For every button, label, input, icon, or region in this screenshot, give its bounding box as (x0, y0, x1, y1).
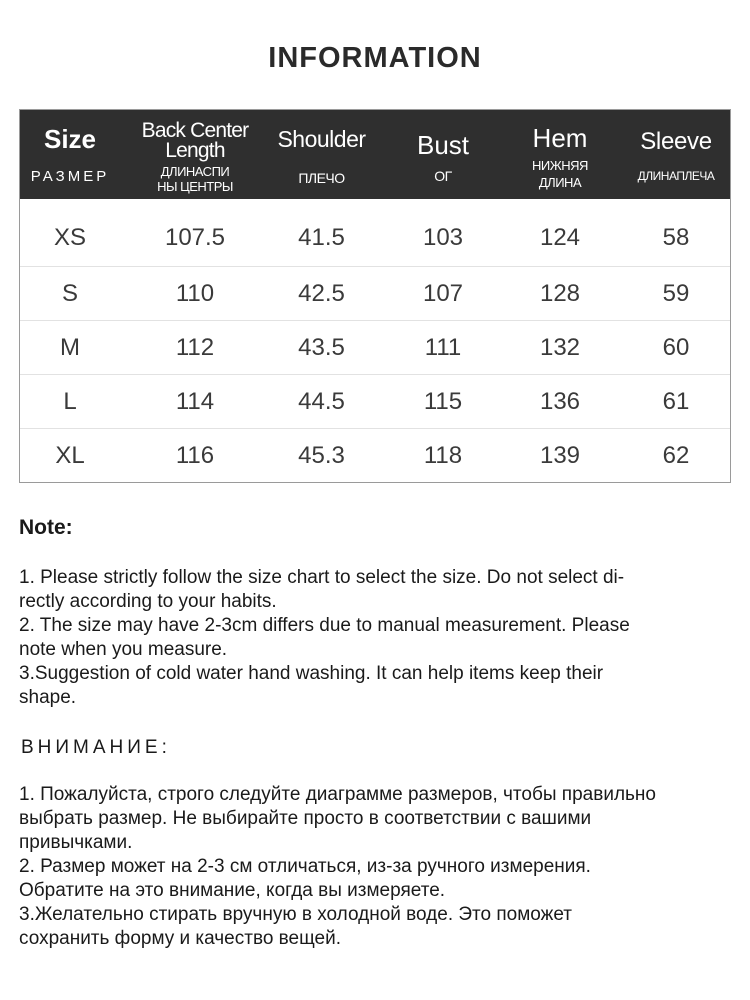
note-ru-line: сохранить форму и качество вещей. (19, 928, 341, 949)
header-hem-ru-line2: ДЛИНА (538, 175, 582, 190)
cell-sleeve: 60 (662, 334, 690, 361)
header-shoulder-en: Shoulder (277, 126, 366, 152)
note-ru-line: 1. Пожалуйста, строго следуйте диаграмме размеров, чтобы правильно (19, 784, 656, 805)
cell-back-center-length: 112 (175, 334, 215, 361)
cell-size: S (61, 280, 78, 307)
note-ru-line: выбрать размер. Не выбирайте просто в соответствии с вашими (19, 808, 592, 829)
cell-bust: 103 (422, 224, 464, 251)
header-bcl-ru-line1: ДЛИНАСПИ (160, 164, 230, 179)
cell-shoulder: 45.3 (298, 442, 345, 469)
note-ru-line: Обратите на это внимание, когда вы измеряете. (19, 880, 446, 901)
note-line: rectly according to your habits. (19, 591, 277, 612)
header-bcl-ru-line2: НЫ ЦЕНТРЫ (157, 179, 233, 194)
cell-sleeve: 61 (662, 388, 690, 415)
cell-shoulder: 43.5 (298, 334, 345, 361)
cell-size: L (63, 388, 77, 415)
cell-size: M (60, 334, 80, 361)
cell-bust: 118 (423, 442, 463, 469)
cell-hem: 139 (539, 442, 581, 469)
page-title: INFORMATION (268, 42, 482, 74)
cell-bust: 107 (422, 280, 464, 307)
table-row (20, 374, 730, 429)
note-line: 1. Please strictly follow the size chart to select the size. Do not select di- (19, 567, 625, 588)
header-bcl-en-line2: Length (165, 139, 225, 162)
cell-size: XL (55, 442, 85, 469)
table-row (20, 320, 730, 375)
note-ru-line: привычками. (19, 832, 133, 853)
cell-sleeve: 58 (662, 224, 690, 251)
note-line: note when you measure. (19, 639, 228, 660)
header-shoulder (264, 110, 379, 199)
cell-hem: 132 (539, 334, 581, 361)
note-ru-body (19, 783, 719, 951)
table-header (20, 110, 730, 199)
cell-bust: 115 (423, 388, 463, 415)
cell-bust: 111 (424, 334, 462, 361)
header-bust (388, 110, 498, 199)
header-size (20, 110, 120, 199)
header-hem-ru-line1: НИЖНЯЯ (532, 158, 588, 173)
note-line: 3.Suggestion of cold water hand washing. It can help items keep their (19, 663, 604, 684)
header-hem-en: Hem (532, 123, 588, 153)
header-sleeve-ru: ДЛИНАПЛЕЧА (637, 169, 715, 183)
cell-shoulder: 41.5 (298, 224, 345, 251)
cell-back-center-length: 107.5 (164, 224, 226, 251)
cell-size: XS (53, 224, 86, 251)
header-hem (505, 110, 615, 199)
header-size-en: Size (43, 124, 97, 154)
cell-back-center-length: 110 (175, 280, 215, 307)
header-shoulder-ru: ПЛЕЧО (298, 170, 345, 186)
note-line: shape. (19, 687, 77, 708)
note-ru-line: 3.Желательно стирать вручную в холодной воде. Это поможет (19, 904, 573, 925)
note-ru-heading: ВНИМАНИЕ: (21, 737, 171, 758)
note-heading: Note: (19, 516, 73, 539)
cell-back-center-length: 116 (175, 442, 215, 469)
header-back-center-length (130, 110, 260, 199)
cell-sleeve: 62 (662, 442, 690, 469)
header-sleeve (620, 110, 732, 199)
header-sleeve-en: Sleeve (640, 128, 712, 155)
cell-back-center-length: 114 (175, 388, 215, 415)
header-size-ru: РАЗМЕР (30, 168, 110, 185)
header-bcl-en-line1: Back Center (141, 119, 249, 142)
note-ru-line: 2. Размер может на 2-3 см отличаться, из-за ручного измерения. (19, 856, 591, 877)
header-bust-ru: ОГ (434, 168, 452, 184)
cell-shoulder: 44.5 (298, 388, 345, 415)
cell-sleeve: 59 (662, 280, 690, 307)
note-body (19, 566, 719, 710)
header-bust-en: Bust (416, 130, 470, 160)
table-row (20, 211, 730, 266)
cell-hem: 128 (539, 280, 581, 307)
cell-hem: 136 (539, 388, 581, 415)
note-line: 2. The size may have 2-3cm differs due to manual measurement. Please (19, 615, 630, 636)
table-row (20, 266, 730, 321)
size-chart-table (19, 109, 731, 483)
cell-hem: 124 (539, 224, 581, 251)
cell-shoulder: 42.5 (298, 280, 345, 307)
table-row (20, 428, 730, 483)
